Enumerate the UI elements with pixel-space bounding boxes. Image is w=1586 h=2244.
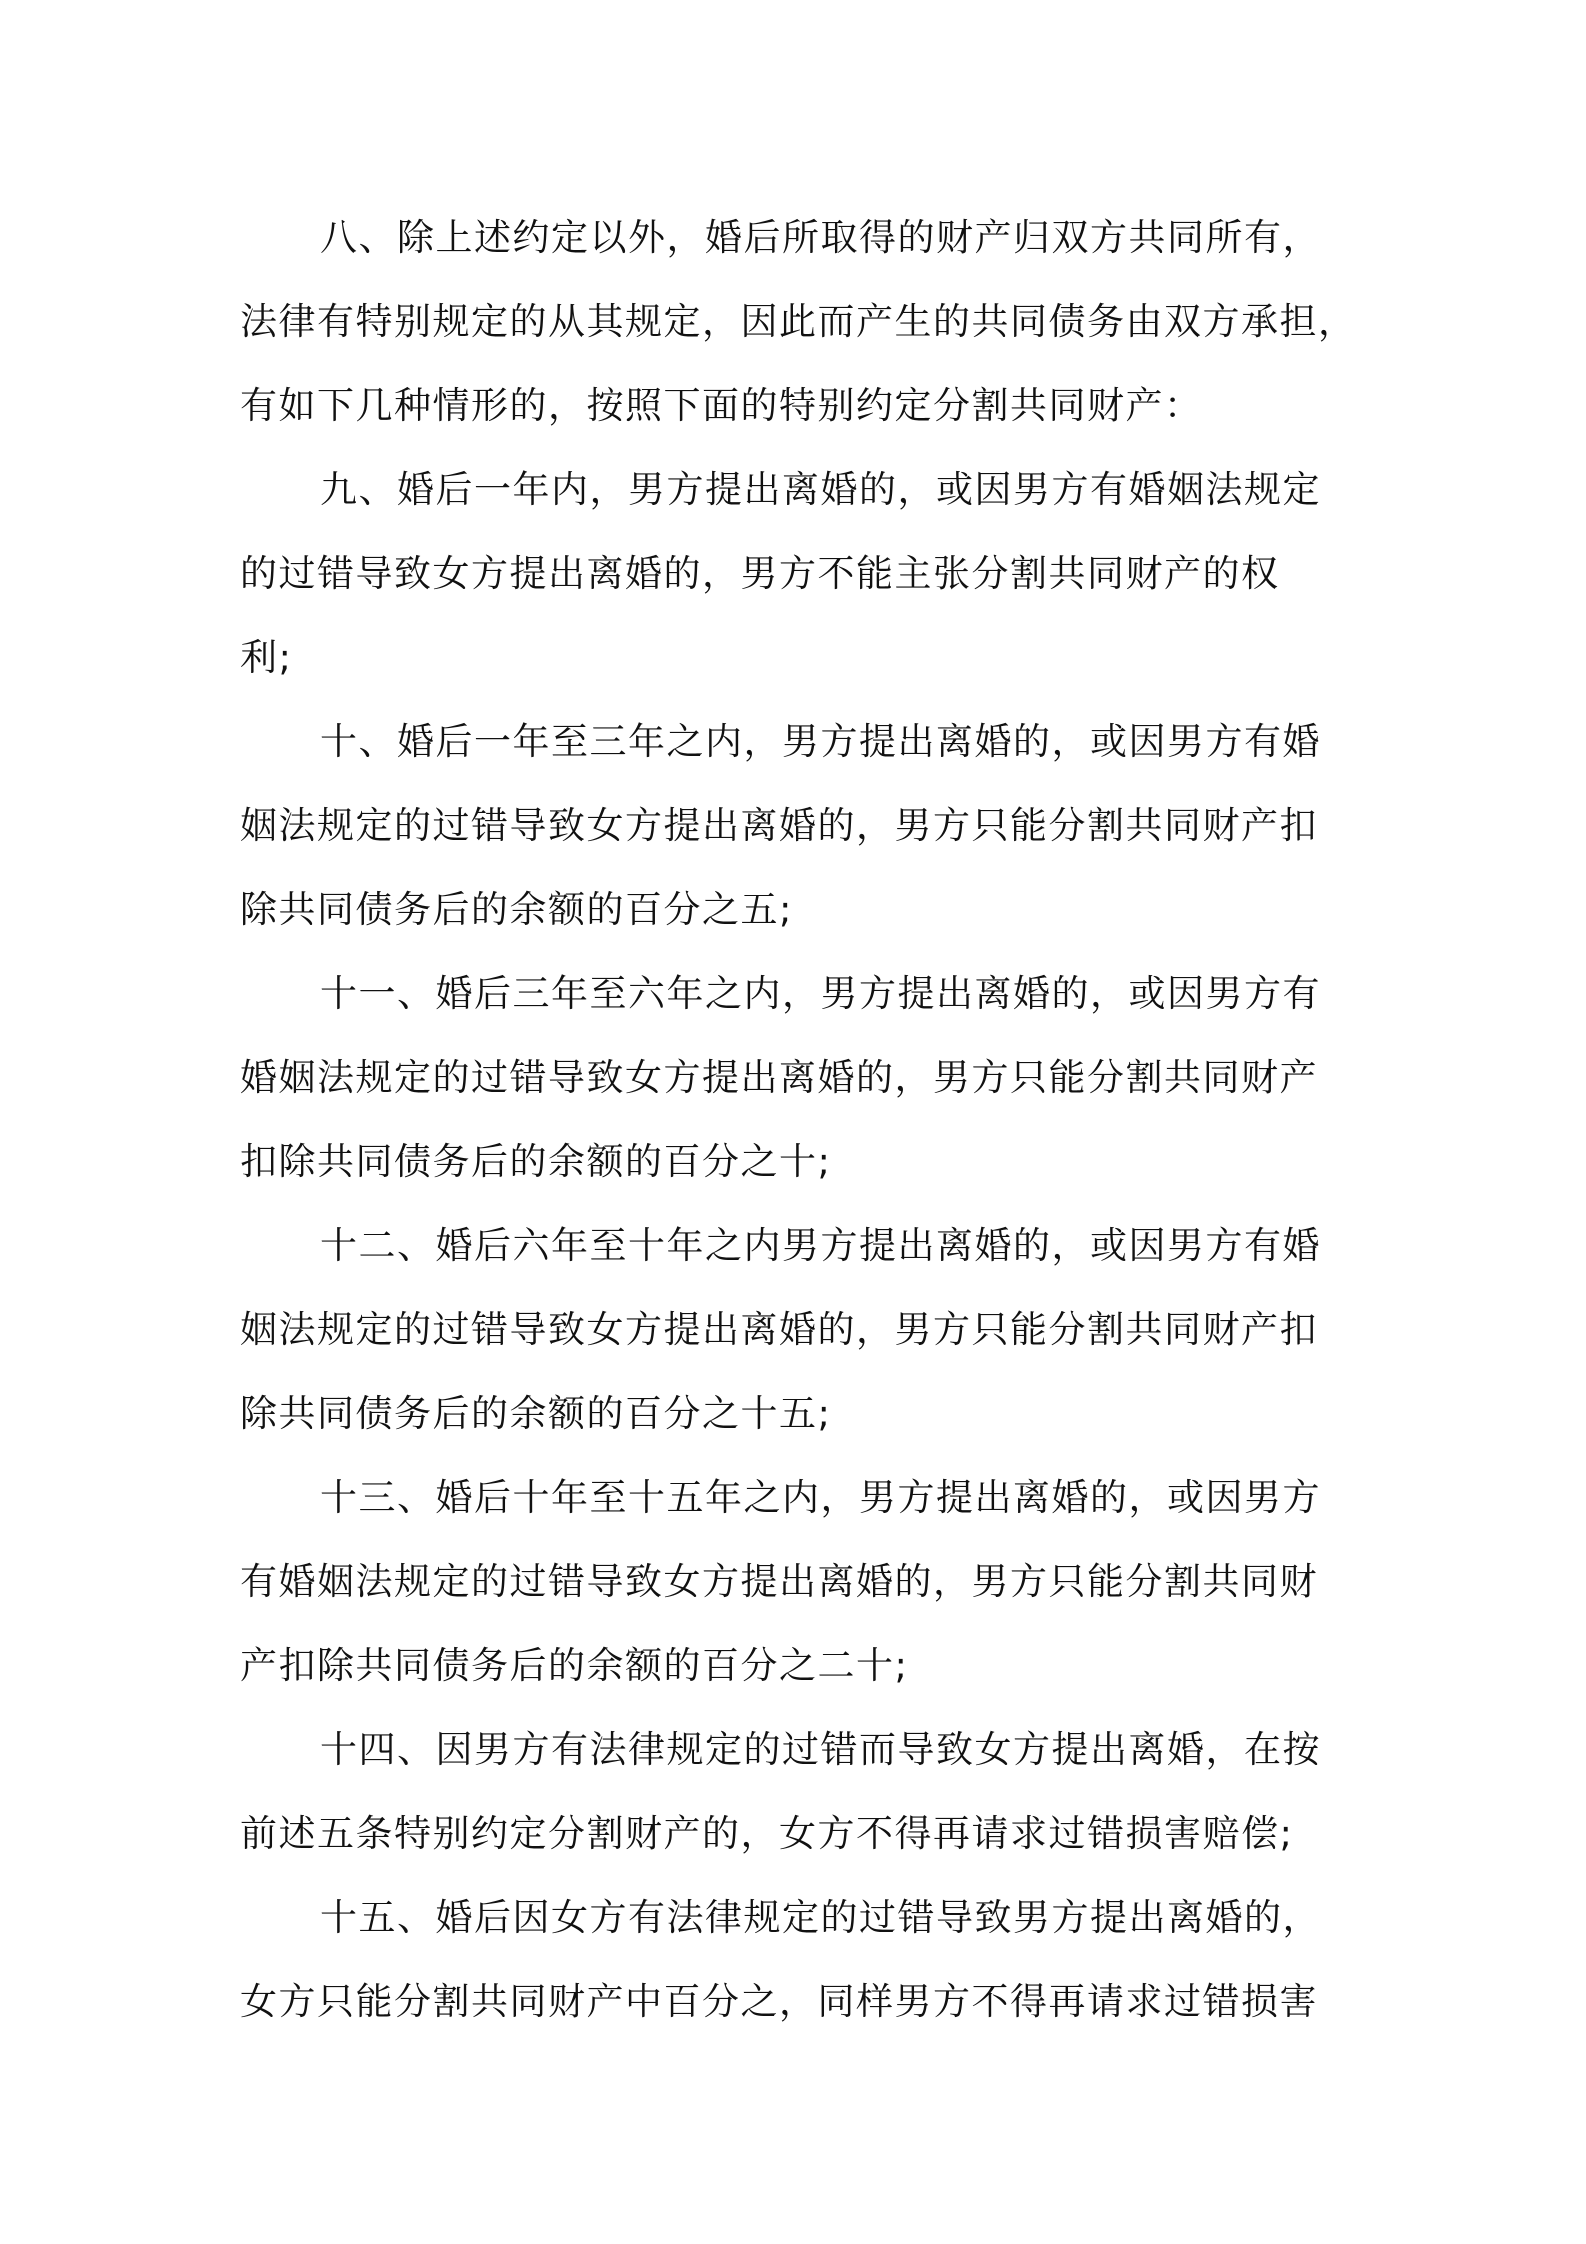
- text-line: 八、除上述约定以外，婚后所取得的财产归双方共同所有，: [320, 216, 1321, 259]
- agreement-text: [240, 196, 1356, 2044]
- text-line: 十四、因男方有法律规定的过错而导致女方提出离婚，在按: [320, 1728, 1321, 1771]
- text-line: 十五、婚后因女方有法律规定的过错导致男方提出离婚的，: [320, 1896, 1321, 1939]
- text-line: 前述五条特别约定分割财产的，女方不得再请求过错损害赔偿;: [240, 1812, 1294, 1855]
- text-line: 除共同债务后的余额的百分之十五;: [240, 1392, 832, 1435]
- clause-9: [240, 448, 1356, 700]
- text-line: 十二、婚后六年至十年之内男方提出离婚的，或因男方有婚: [320, 1224, 1321, 1267]
- text-line: 有如下几种情形的，按照下面的特别约定分割共同财产：: [240, 384, 1203, 427]
- text-line: 扣除共同债务后的余额的百分之十;: [240, 1140, 832, 1183]
- text-line: 除共同债务后的余额的百分之五;: [240, 888, 793, 931]
- text-line: 利;: [240, 636, 293, 679]
- text-line: 十一、婚后三年至六年之内，男方提出离婚的，或因男方有: [320, 972, 1321, 1015]
- clause-11: [240, 952, 1356, 1204]
- text-line: 十三、婚后十年至十五年之内，男方提出离婚的，或因男方: [320, 1476, 1321, 1519]
- clause-13: [240, 1456, 1356, 1708]
- clause-12: [240, 1204, 1356, 1456]
- text-line: 产扣除共同债务后的余额的百分之二十;: [240, 1644, 909, 1687]
- text-line: 九、婚后一年内，男方提出离婚的，或因男方有婚姻法规定: [320, 468, 1321, 511]
- text-line: 女方只能分割共同财产中百分之，同样男方不得再请求过错损害: [240, 1980, 1318, 2023]
- clause-10: [240, 700, 1356, 952]
- clause-15: [240, 1876, 1356, 2044]
- text-line: 十、婚后一年至三年之内，男方提出离婚的，或因男方有婚: [320, 720, 1321, 763]
- text-line: 有婚姻法规定的过错导致女方提出离婚的，男方只能分割共同财: [240, 1560, 1318, 1603]
- clause-14: [240, 1708, 1356, 1876]
- text-line: 法律有特别规定的从其规定，因此而产生的共同债务由双方承担，: [240, 300, 1357, 343]
- text-line: 婚姻法规定的过错导致女方提出离婚的，男方只能分割共同财产: [240, 1056, 1318, 1099]
- clause-8: [240, 196, 1356, 448]
- text-line: 姻法规定的过错导致女方提出离婚的，男方只能分割共同财产扣: [240, 804, 1318, 847]
- text-line: 姻法规定的过错导致女方提出离婚的，男方只能分割共同财产扣: [240, 1308, 1318, 1351]
- text-line: 的过错导致女方提出离婚的，男方不能主张分割共同财产的权: [240, 552, 1280, 595]
